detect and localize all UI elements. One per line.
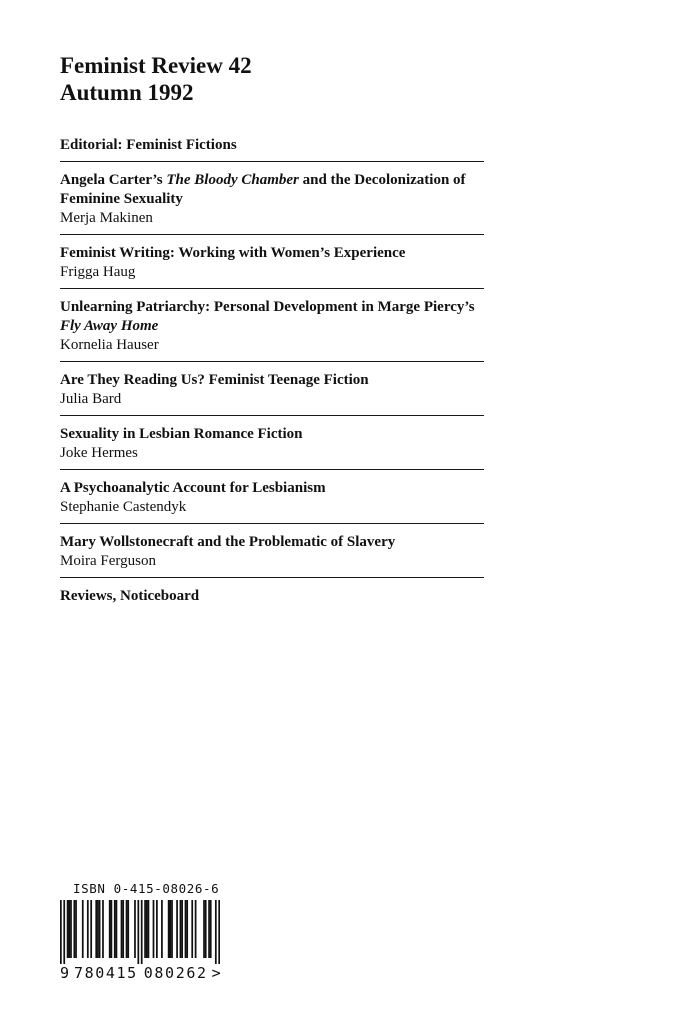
toc-entry-editorial bbox=[60, 133, 484, 162]
barcode-bar-44 bbox=[210, 900, 212, 958]
barcode-bar-36 bbox=[181, 900, 183, 958]
toc-entry-carter bbox=[60, 168, 484, 235]
issue-date: Autumn 1992 bbox=[60, 80, 194, 105]
barcode-bar-30 bbox=[161, 900, 163, 958]
journal-title: Feminist Review 42 bbox=[60, 53, 252, 78]
entry-title: Sexuality in Lesbian Romance Fiction bbox=[60, 426, 303, 442]
barcode-bar-21 bbox=[127, 900, 129, 958]
barcode-bar-29 bbox=[156, 900, 158, 958]
barcode-bar-19 bbox=[122, 900, 124, 958]
barcode-bar-32 bbox=[169, 900, 171, 958]
entry-title: Unlearning Patriarchy: Personal Development in Marge Piercy’s Fly Away Home bbox=[60, 299, 475, 334]
entry-title: A Psychoanalytic Account for Lesbianism bbox=[60, 480, 326, 496]
entry-title: Mary Wollstonecraft and the Problematic of Slavery bbox=[60, 534, 396, 550]
barcode-bar-27 bbox=[148, 900, 150, 958]
entry-title: Reviews, Noticeboard bbox=[60, 588, 200, 604]
barcode-bar-23 bbox=[137, 900, 139, 964]
barcode-bar-2 bbox=[67, 900, 69, 958]
barcode-bar-4 bbox=[70, 900, 72, 958]
entry-author: Joke Hermes bbox=[60, 445, 138, 461]
table-of-contents bbox=[60, 133, 484, 612]
barcode-block bbox=[60, 882, 235, 982]
entry-author: Stephanie Castendyk bbox=[60, 499, 187, 515]
toc-entry-hauser bbox=[60, 295, 484, 362]
barcode-group-right: 080262 bbox=[143, 964, 208, 982]
barcode-bar-39 bbox=[191, 900, 193, 958]
barcode-icon bbox=[60, 900, 220, 964]
barcode-group-left: 780415 bbox=[74, 964, 138, 982]
toc-entry-ferguson bbox=[60, 530, 484, 578]
barcode-bar-3 bbox=[68, 900, 70, 958]
barcode-bar-12 bbox=[99, 900, 101, 958]
entry-title: Angela Carter’s The Bloody Chamber and the Decolonization of Feminine Sexuality bbox=[60, 172, 466, 207]
barcode-digits bbox=[60, 964, 235, 982]
entry-author: Kornelia Hauser bbox=[60, 337, 159, 353]
entry-author: Julia Bard bbox=[60, 391, 122, 407]
entry-author: Merja Makinen bbox=[60, 210, 153, 226]
barcode-bar-35 bbox=[180, 900, 182, 958]
barcode-bar-38 bbox=[186, 900, 188, 958]
barcode-bar-26 bbox=[146, 900, 148, 958]
barcode-bar-31 bbox=[168, 900, 170, 958]
entry-author: Moira Ferguson bbox=[60, 553, 156, 569]
entry-author: Frigga Haug bbox=[60, 264, 136, 280]
barcode-bar-43 bbox=[208, 900, 210, 958]
isbn-label: ISBN 0-415-08026-6 bbox=[73, 881, 220, 896]
barcode-bar-33 bbox=[171, 900, 173, 958]
toc-entry-haug bbox=[60, 241, 484, 289]
barcode-bar-14 bbox=[109, 900, 111, 958]
barcode-bar-13 bbox=[102, 900, 104, 958]
barcode-bar-15 bbox=[111, 900, 113, 958]
barcode-bar-16 bbox=[114, 900, 116, 958]
barcode-bar-5 bbox=[73, 900, 75, 958]
entry-title: Feminist Writing: Working with Women’s Experience bbox=[60, 245, 406, 261]
entry-title: Editorial: Feminist Fictions bbox=[60, 137, 237, 153]
barcode-bar-45 bbox=[215, 900, 217, 964]
masthead bbox=[60, 52, 252, 106]
barcode-bar-0 bbox=[60, 900, 62, 964]
barcode-bar-41 bbox=[203, 900, 205, 958]
barcode-bar-1 bbox=[63, 900, 65, 964]
barcode-lead-digit: 9 bbox=[60, 964, 70, 982]
entry-title: Are They Reading Us? Feminist Teenage Fiction bbox=[60, 372, 369, 388]
toc-entry-reviews bbox=[60, 584, 484, 612]
barcode-bar-18 bbox=[121, 900, 123, 958]
barcode-bar-11 bbox=[97, 900, 99, 958]
barcode-bar-22 bbox=[134, 900, 136, 958]
barcode-bar-34 bbox=[176, 900, 178, 958]
barcode-arrow: > bbox=[211, 964, 221, 982]
barcode-bar-42 bbox=[205, 900, 207, 958]
barcode-bar-25 bbox=[144, 900, 146, 958]
toc-entry-bard bbox=[60, 368, 484, 416]
barcode-bar-6 bbox=[75, 900, 77, 958]
barcode-bar-37 bbox=[185, 900, 187, 958]
barcode-bar-9 bbox=[90, 900, 92, 958]
barcode-bar-20 bbox=[126, 900, 128, 958]
barcode-bar-40 bbox=[195, 900, 197, 958]
barcode-bar-28 bbox=[153, 900, 155, 958]
barcode-bar-17 bbox=[116, 900, 118, 958]
toc-entry-castendyk bbox=[60, 476, 484, 524]
barcode-bar-10 bbox=[95, 900, 97, 958]
barcode-bar-8 bbox=[87, 900, 89, 958]
barcode-bar-24 bbox=[141, 900, 143, 964]
barcode-bar-7 bbox=[82, 900, 84, 958]
toc-entry-hermes bbox=[60, 422, 484, 470]
barcode-bar-46 bbox=[218, 900, 220, 964]
